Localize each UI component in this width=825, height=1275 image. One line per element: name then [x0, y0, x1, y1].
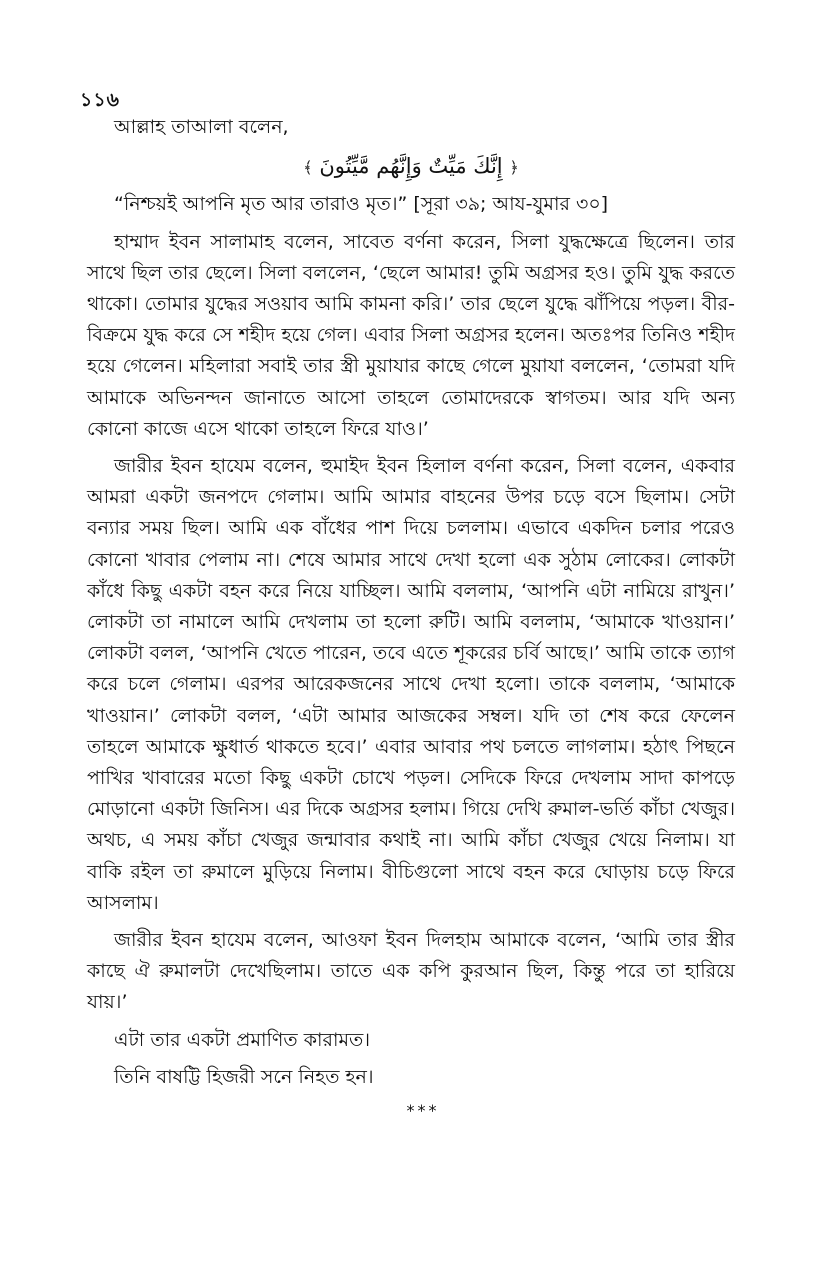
ornate-bracket-close-icon: ﴾ — [303, 158, 313, 178]
paragraph: জারীর ইবন হাযেম বলেন, আওফা ইবন দিলহাম আমাকে বলেন, ‘আমি তার স্ত্রীর কাছে ঐ রুমালটা দেখেছিলাম। তাতে এক কপি কুরআন ছিল, কিন্তু পরে তা হারিয়ে যায়।’ — [87, 929, 735, 1014]
closing-line: তিনি বাষট্টি হিজরী সনে নিহত হন। — [114, 1065, 374, 1088]
paragraph: হাম্মাদ ইবন সালামাহ বলেন, সাবেত বর্ণনা করেন, সিলা যুদ্ধক্ষেত্রে ছিলেন। তার সাথে ছিল তার ছেলে। সিলা বললেন, ‘ছেলে আমার! তুমি অগ্রসর হও। তুমি যুদ্ধ করতে থাকো। তোমার যুদ্ধের সওয়াব আমি কামনা করি।’ তার ছেলে যুদ্ধে ঝাঁপিয়ে পড়ল। বীর-বিক্রমে যুদ্ধ করে সে শহীদ হয়ে গেল। এবার সিলা অগ্রসর হলেন। অতঃপর তিনিও শহীদ হয়ে গেলেন। মহিলারা সবাই তার স্ত্রী মুয়াযার কাছে গেলে মুয়াযা বললেন, ‘তোমরা যদি আমাকে অভিনন্দন জানাতে আসো তাহলে তোমাদেরকে স্বাগতম। আর যদি অন্য কোনো কাজে এসে থাকো তাহলে ফিরে যাও।’ — [87, 230, 735, 440]
intro-line: আল্লাহ তাআলা বলেন, — [114, 116, 289, 138]
paragraph: জারীর ইবন হাযেম বলেন, হুমাইদ ইবন হিলাল বর্ণনা করেন, সিলা বলেন, একবার আমরা একটা জনপদে গেলাম। আমি আমার বাহনের উপর চড়ে বসে ছিলাম। সেটা বন্যার সময় ছিল। আমি এক বাঁধের পাশ দিয়ে চললাম। এভাবে একদিন চলার পরেও কোনো খাবার পেলাম না। শেষে আমার সাথে দেখা হলো এক সুঠাম লোকের। লোকটা কাঁধে কিছু একটা বহন করে নিয়ে যাচ্ছিল। আমি বললাম, ‘আপনি এটা নামিয়ে রাখুন।’ লোকটা তা নামালে আমি দেখলাম তা হলো রুটি। আমি বললাম, ‘আমাকে খাওয়ান।’ লোকটা বলল, ‘আপনি খেতে পারেন, তবে এতে শূকরের চর্বি আছে।’ আমি তাকে ত্যাগ করে চলে গেলাম। এরপর আরেকজনের সাথে দেখা হলো। তাকে বললাম, ‘আমাকে খাওয়ান।’ লোকটা বলল, ‘এটা আমার আজকের সম্বল। যদি তা শেষ করে ফেলেন তাহলে আমাকে ক্ষুধার্ত থাকতে হবে।’ এবার আবার পথ চলতে লাগলাম। হঠাৎ পিছনে পাখির খাবারের মতো কিছু একটা চোখে পড়ল। সেদিকে ফিরে দেখলাম সাদা কাপড়ে মোড়ানো একটা জিনিস। এর দিকে অগ্রসর হলাম। গিয়ে দেখি রুমাল-ভর্তি কাঁচা খেজুর। অথচ, এ সময় কাঁচা খেজুর জন্মাবার কথাই না। আমি কাঁচা খেজুর খেয়ে নিলাম। যা বাকি রইল তা রুমালে মুড়িয়ে নিলাম। বীচিগুলো সাথে বহন করে ঘোড়ায় চড়ে ফিরে আসলাম। — [87, 455, 735, 914]
verse-translation: “নিশ্চয়ই আপনি মৃত আর তারাও মৃত।” [সূরা ৩৯; আয-যুমার ৩০] — [114, 193, 609, 216]
page-body — [87, 112, 735, 1126]
quran-verse — [87, 151, 735, 183]
verse-arabic-text: إِنَّكَ مَيِّتٌ وَإِنَّهُم مَّيِّتُونَ — [319, 154, 503, 179]
page-number: ১১৬ — [80, 89, 121, 111]
section-separator: *** — [406, 1101, 440, 1121]
ornate-bracket-open-icon: ﴿ — [509, 158, 519, 178]
closing-line: এটা তার একটা প্রমাণিত কারামত। — [114, 1028, 371, 1051]
